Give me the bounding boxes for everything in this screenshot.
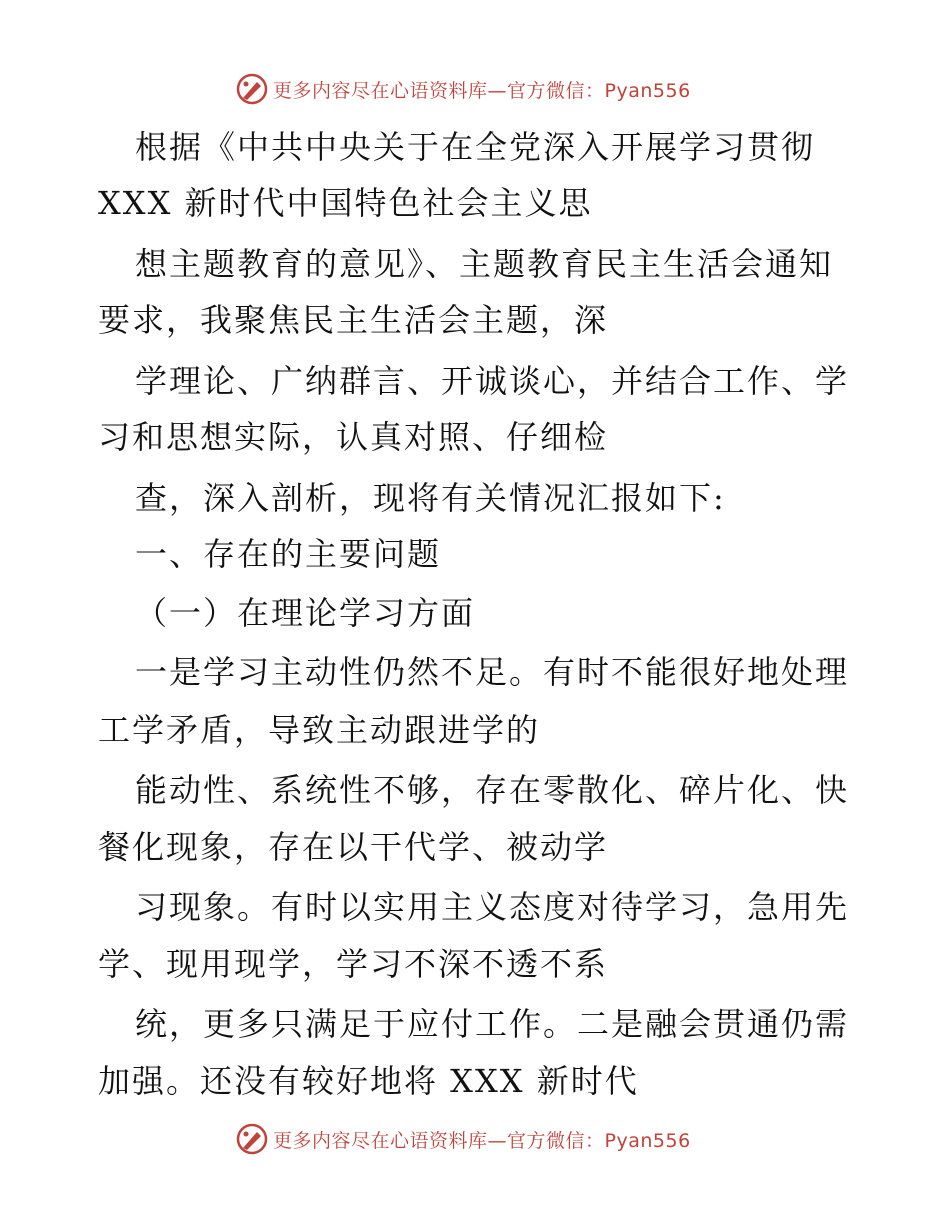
text-line: 想主题教育的意见》、主题教育民主生活会通知 bbox=[135, 245, 834, 283]
text-line: 加强。还没有较好地将 XXX 新时代 bbox=[98, 1062, 639, 1100]
footer-banner bbox=[235, 1120, 691, 1158]
text-line: 一是学习主动性仍然不足。有时不能很好地处理 bbox=[135, 653, 850, 691]
section-heading: 一、存在的主要问题 bbox=[135, 535, 442, 573]
header-banner bbox=[235, 70, 691, 108]
text-line: 学、现用现学，学习不深不透不系 bbox=[98, 945, 609, 983]
text-line: 学理论、广纳群言、开诚谈心，并结合工作、学 bbox=[135, 362, 850, 400]
text-line: 习和思想实际，认真对照、仔细检 bbox=[98, 418, 609, 456]
text-line: 统，更多只满足于应付工作。二是融会贯通仍需 bbox=[135, 1005, 850, 1043]
banner-text: 更多内容尽在心语资料库—官方微信：Pyan556 bbox=[273, 79, 691, 102]
text-line: XXX 新时代中国特色社会主义思 bbox=[98, 184, 593, 222]
text-line: 餐化现象，存在以干代学、被动学 bbox=[98, 828, 609, 866]
subsection-heading: （一）在理论学习方面 bbox=[135, 594, 476, 632]
text-line: 能动性、系统性不够，存在零散化、碎片化、快 bbox=[135, 771, 850, 809]
text-line: 查，深入剖析，现将有关情况汇报如下: bbox=[135, 479, 726, 517]
banner-text: 更多内容尽在心语资料库—官方微信：Pyan556 bbox=[273, 1129, 691, 1152]
text-line: 习现象。有时以实用主义态度对待学习，急用先 bbox=[135, 888, 850, 926]
text-line: 根据《中共中央关于在全党深入开展学习贯彻 bbox=[135, 128, 816, 166]
text-line: 工学矛盾，导致主动跟进学的 bbox=[98, 711, 541, 749]
pen-seal-icon bbox=[235, 1122, 269, 1156]
text-line: 要求，我聚焦民主生活会主题，深 bbox=[98, 301, 609, 339]
pen-seal-icon bbox=[235, 72, 269, 106]
